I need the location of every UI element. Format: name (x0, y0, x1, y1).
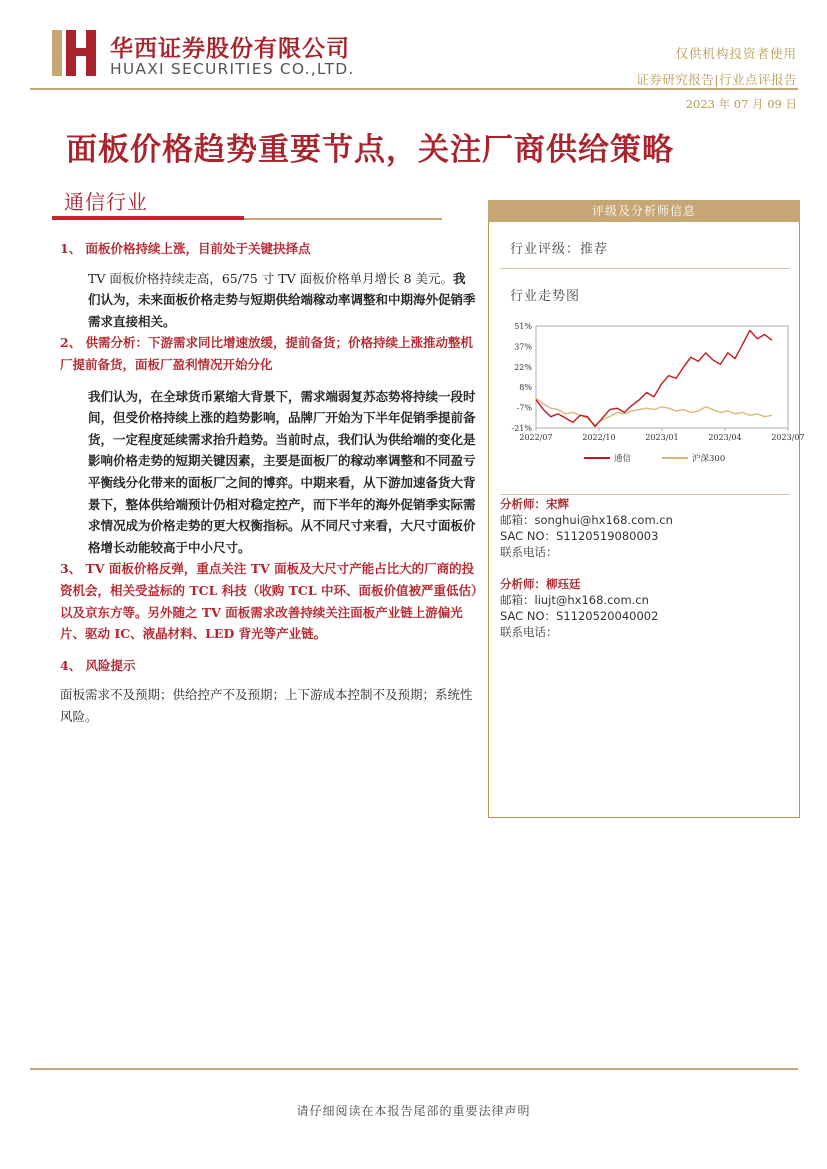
chart-y-tick-label: 51% (514, 322, 532, 331)
section-4-body: 面板需求不及预期；供给控产不及预期；上下游成本控制不及预期；系统性风险。 (60, 687, 473, 724)
trend-chart (500, 310, 805, 470)
industry-underline-red (52, 216, 244, 220)
industry-underline-gold (244, 218, 442, 220)
analyst-2 (500, 576, 658, 640)
analyst-1-name: 分析师：宋辉 (500, 497, 569, 511)
report-type: 证券研究报告|行业点评报告 (636, 72, 797, 87)
audience-note: 仅供机构投资者使用 (675, 46, 797, 61)
chart-x-tick-label: 2023/07 (771, 433, 805, 442)
header-divider (30, 88, 798, 90)
industry-label: 通信行业 (64, 190, 148, 214)
section-4-heading: 4、 风险提示 (60, 657, 136, 673)
company-name-cn: 华西证券股份有限公司 (110, 36, 350, 62)
chart-legend-label: 通信 (614, 454, 632, 464)
report-body (60, 238, 478, 727)
company-name-en: HUAXI SECURITIES CO.,LTD. (110, 60, 355, 78)
chart-y-tick-label: -7% (516, 403, 532, 413)
analyst-2-name: 分析师：柳珏廷 (500, 577, 581, 591)
chart-y-tick-label: 37% (514, 342, 532, 352)
section-1-bold: 我们认为，未来面板价格走势与短期供给端稼动率调整和中期海外促销季需求直接相关。 (88, 270, 476, 329)
analyst-1 (500, 496, 673, 560)
section-1-body (60, 268, 478, 333)
section-2-heading (60, 332, 478, 375)
section-2-body: 我们认为，在全球货币紧缩大背景下，需求端弱复苏态势将持续一段时间，但受价格持续上涨的趋势影响，品牌厂开始为下半年促销季提前备货，一定程度延续需求抬升趋势。当前时点，我们认为供给端的变化是影响价格走势的短期关键因素，主要是面板厂的稼动率调整和不同盈亏平衡线分化带来的面板厂之间的博弈。中期来看，从下游加速备货大背景下，整体供给端预计仍相对稳定控产，而下半年的海外促销季实际需求情况成为价格走势的更大权衡指标。从不同尺寸来看，大尺寸面板价格增长动能较高于中小尺寸。 (88, 388, 476, 555)
report-date: 2023 年 07 月 09 日 (685, 97, 797, 111)
chart-x-tick-label: 2022/07 (519, 433, 553, 442)
section-2-heading-text: 2、 供需分析：下游需求同比增速放缓，提前备货；价格持续上涨推动整机厂提前备货，面板厂盈利情况开始分化 (60, 335, 474, 372)
trend-chart-label: 行业走势图 (510, 289, 581, 304)
chart-y-tick-label: 22% (514, 362, 532, 372)
huaxi-logo-mark (52, 30, 98, 76)
panel-title: 评级及分析师信息 (488, 200, 800, 222)
analyst-1-sac: SAC NO：S1120519080003 (500, 529, 659, 543)
panel-divider-2 (500, 494, 790, 495)
analyst-2-email: 邮箱：liujt@hx168.com.cn (500, 593, 649, 607)
panel-divider (500, 268, 790, 269)
chart-y-tick-label: 8% (519, 383, 532, 393)
chart-x-tick-label: 2023/01 (645, 433, 679, 442)
section-1-heading: 1、 面板价格持续上涨，目前处于关键抉择点 (60, 241, 311, 256)
footer-disclaimer: 请仔细阅读在本报告尾部的重要法律声明 (296, 1104, 531, 1118)
chart-x-tick-label: 2022/10 (582, 433, 616, 442)
section-3-heading: 3、 TV 面板价格反弹，重点关注 TV 面板及大尺寸产能占比大的厂商的投资机会，相关受益标的 TCL 科技（收购 TCL 中环、面板价值被严重低估）以及京东方等。另外随之 TV 面板需求改善持续关注面板产业链上游偏光片、驱动 IC、液晶材料、LED 背光等产业链。 (60, 561, 478, 642)
analyst-1-phone: 联系电话： (500, 545, 558, 559)
analyst-2-sac: SAC NO：S1120520040002 (500, 609, 659, 623)
report-title: 面板价格趋势重要节点，关注厂商供给策略 (66, 132, 674, 168)
chart-legend-label: 沪深300 (692, 454, 726, 464)
industry-rating: 行业评级：推荐 (510, 242, 609, 257)
footer-divider (30, 1068, 798, 1070)
chart-x-tick-label: 2023/04 (708, 433, 742, 442)
section-1-plain: TV 面板价格持续走高，65/75 寸 TV 面板价格单月增长 8 美元。 (88, 270, 454, 286)
analyst-2-phone: 联系电话： (500, 625, 558, 639)
chart-y-tick-label: -21% (511, 424, 532, 433)
analyst-1-email: 邮箱：songhui@hx168.com.cn (500, 513, 673, 527)
